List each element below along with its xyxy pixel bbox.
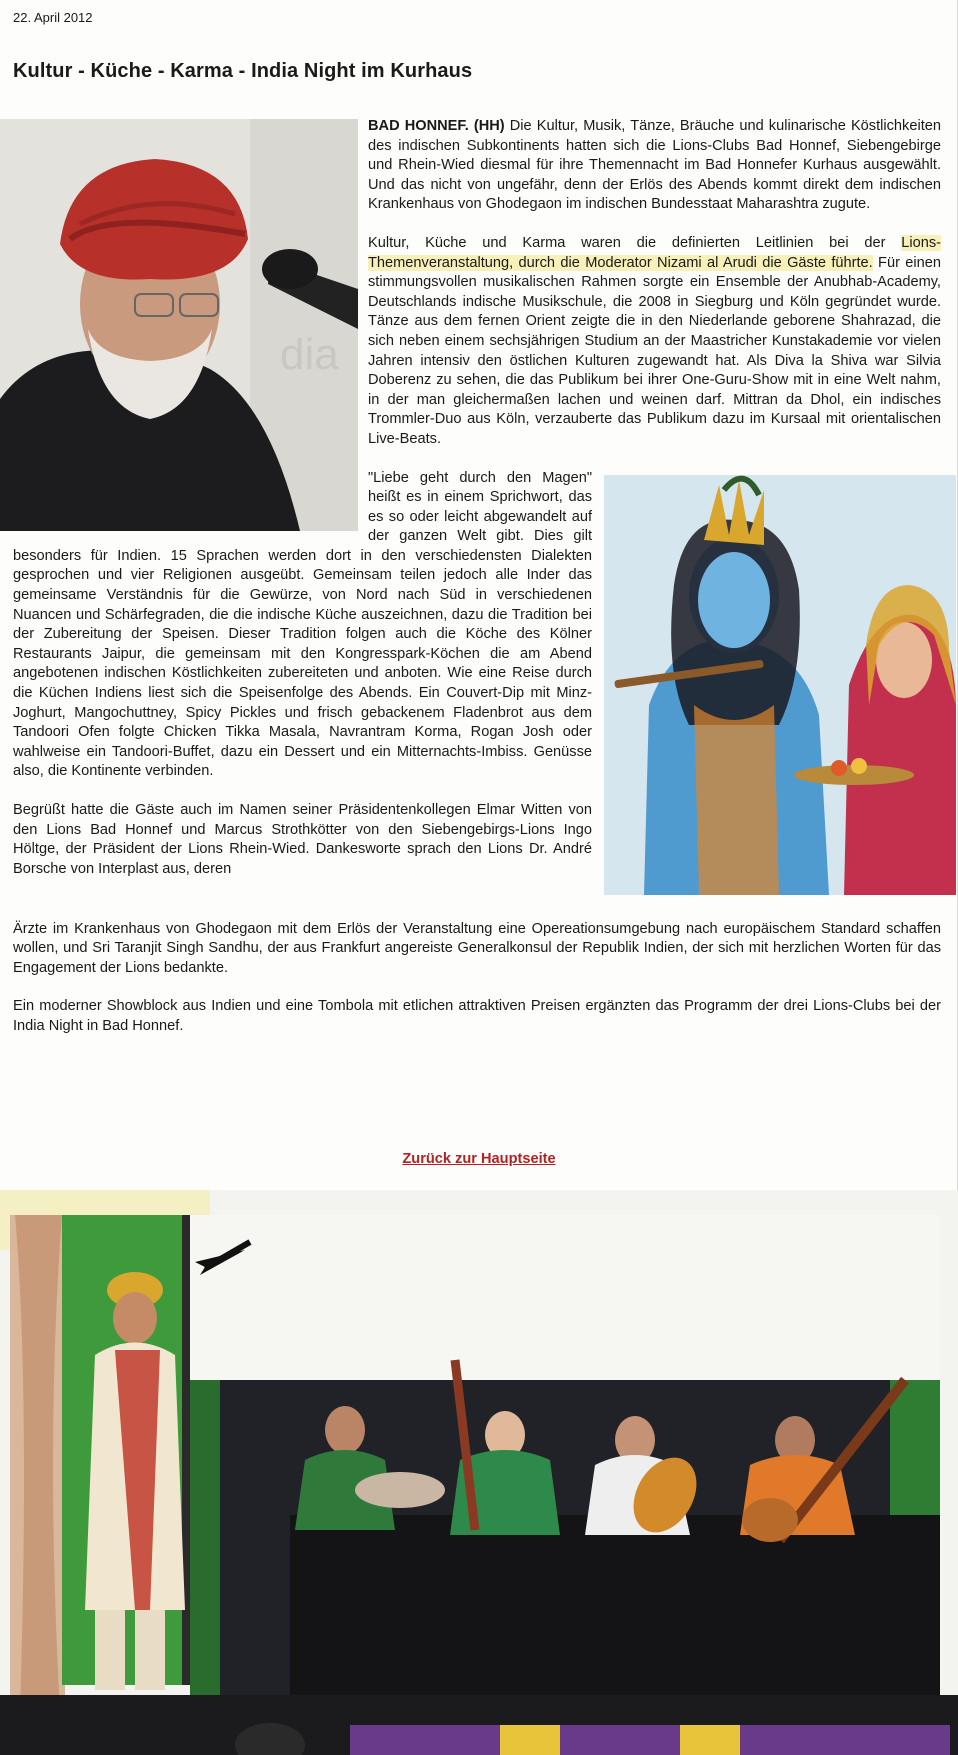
article-title: Kultur - Küche - Karma - India Night im Kurhaus [13, 60, 473, 82]
article-paragraph-5: Ein moderner Showblock aus Indien und eine Tombola mit etlichen attraktiven Preisen ergänzten das Programm der drei Lions-Clubs bei der India Night in Bad Honnef. [13, 998, 941, 1034]
svg-text:dia: dia [280, 330, 339, 379]
article-date: 22. April 2012 [13, 10, 93, 25]
photo-consul-speaking [0, 119, 358, 531]
article-paragraph-4a: Begrüßt hatte die Gäste auch im Namen seiner Präsidentenkollegen Elmar Witten von den Lions Bad Honnef und Marcus Strothkötter von den Siebengebirgs-Lions Ingo Höltge, der Präsident der Lions Rhein-Wied. Dankesworte sprach den Lions Dr. André Borsche von Interplast aus, deren [13, 802, 592, 877]
article-paragraph-4b: Ärzte im Krankenhaus von Ghodegaon mit dem Erlös der Veranstaltung eine Opereationsumgebung nach europäischem Standard schaffen wollen, und Sri Taranjit Singh Sandhu, der aus Frankfurt angereiste Generalkonsul der Republik Indien, der sich mit herzlichen Worten für das Engagement der Lions bedankte. [13, 920, 941, 976]
article-paragraph-1: Die Kultur, Musik, Tänze, Bräuche und kulinarische Köstlichkeiten des indischen Subkontinents hatten sich die Lions-Clubs Bad Honnef, Siebengebirge und Rhein-Wied diesmal für ihre Themennacht im Bad Honnefer Kurhaus ausgewählt. Und das nicht von ungefähr, denn der Erlös des Abends kommt direkt dem indischen Krankenhaus von Ghodegaon im indischen Bundesstaat Maharashtra zugute. [368, 118, 941, 213]
back-to-homepage-link[interactable]: Zurück zur Hauptseite [402, 1151, 556, 1167]
article-highlight: Lions-Themenveranstaltung, durch die Moderator Nizami al Arudi die Gäste führte. [368, 234, 941, 271]
article-body [13, 117, 941, 1055]
article-paragraph-3: "Liebe geht durch den Magen" heißt es in einem Sprichwort, das es so oder leicht abgewandelt auf der ganzen Welt gibt. Dies gilt besonders für Indien. 15 Sprachen werden dort in den verschiedensten Dialekten gesprochen und vier Religionen ausgeübt. Gemeinsam teilen jedoch alle Inder das gemeinsame Verständnis für die Gewürze, von Nord nach Süd in verschiedenen Nuancen und Schärfegraden, die die indische Küche auszeichnen, dazu die Tradition bei der Zubereitung der Speisen. Dieser Tradition folgen auch die Köche des Kölner Restaurants Jaipur, die gemeinsam mit den Kongresspark-Köchen die am Abend angebotenen indischen Köstlichkeiten zubereiteten und anboten. Wie eine Reise durch die Küchen Indiens liest sich die Speisenfolge des Abends. Ein Couvert-Dip mit Minz-Joghurt, Mangochuttney, Spicy Pickles und frisch gebackenem Fladenbrot aus dem Tandoori Ofen folgte Chicken Tikka Masala, Navrantram Korma, Rogan Josh oder wahlweise ein Tandoori-Buffet, dazu ein Dessert und ein Mitternachts-Imbiss. Genüsse also, die Kontinente verbinden. [13, 469, 592, 780]
article-paragraph-2-start: Kultur, Küche und Karma waren die definierten Leitlinien bei der [368, 234, 902, 251]
back-link-container [0, 1150, 958, 1168]
photo-music-ensemble [0, 1190, 958, 1755]
photo-ensemble-graphic [0, 1190, 958, 1755]
photo-krishna-graphic [604, 475, 956, 895]
article-paragraph-2-rest: Für einen stimmungsvollen musikalischen Rahmen sorgte ein Ensemble der Anubhab-Academy, Deutschlands indische Musikschule, die 2008 in Siegburg und Köln gegründet wurde. Tänze aus dem fernen Orient zeigte die in den Niederlande geborene Shahrazad, die sich neben einem sechsjährigen Studium an der Maastricher Kunstakademie vor vielen Jahren intensiv den östlichen Kulturen zugewandt hat. Als Diva la Shiva war Silvia Doberenz zu sehen, die das Publikum bei ihrer One-Guru-Show mit in eine Welt nahm, in der man gleichermaßen lachen und weinen darf. Mittran da Dhol, ein indisches Trommler-Duo aus Köln, verzauberte das Publikum dazu im Kursaal mit orientalischen Live-Beats. [368, 254, 941, 447]
photo-krishna-performance [604, 475, 956, 895]
article-lead: BAD HONNEF. (HH) [368, 118, 505, 134]
photo-consul-graphic [0, 119, 358, 531]
